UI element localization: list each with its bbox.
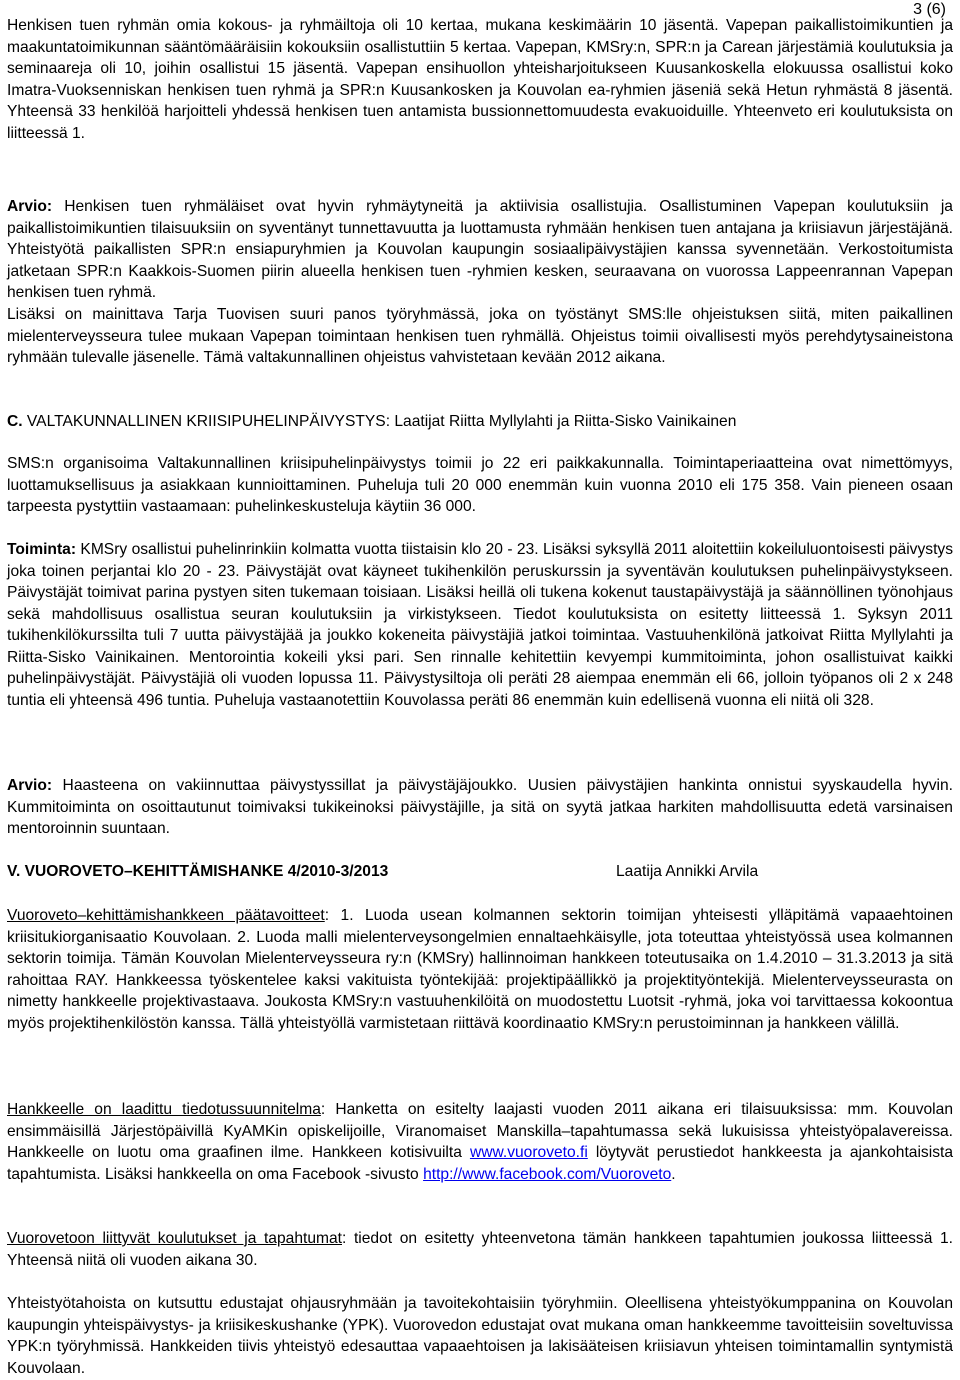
- info-label: Hankkeelle on laadittu tiedotussuunnitelma: [7, 1101, 321, 1118]
- toiminta-text: KMSry osallistui puhelinrinkiin kolmatta vuotta tiistaisin klo 20 - 23. Lisäksi syksyllä 2011 aloitettiin kokeiluluontoisesti päivystys joka toinen perjantai klo 20 - 23. Päivystäjät ovat käyneet tukihenkilön peruskurssin ja syventävän koulutuksen puhelinpäivystykseen. Päivystäjät toimivat parina pystyen siten tukemaan toisiaan. Lisäksi heillä oli tukena kokenut taustapäivystäjä ja säännöllinen työnohjaus sekä mahdollisuus osallistua seuran koulutuksiin ja virkistykseen. Tiedot koulutuksista on esitetty liitteessä 1. Syksyn 2011 tukihenkilökurssilta tuli 7 uutta päivystäjää ja joukko kokeneita päivystäjiä jatkoi toimintaa. Vastuuhenkilönä jatkoivat Riitta Myllylahti ja Riitta-Sisko Vainikainen. Mentorointia kokeili yksi pari. Sen rinnalle kehitettiin kevyempi kummitoiminta, johon osallistuivat kaikki puhelinpäivystäjät. Päivystäjiä oli vuoden lopussa 11. Päivystysiltoja oli peräti 28 aiempaa enemmän eli 66, jolloin työpanos oli 2 x 248 tuntia eli yhteensä 496 tuntia. Puheluja vastaanotettiin Kouvolassa peräti 86 enemmän kuin edellisenä vuonna eli niitä oli 328.: [7, 541, 953, 709]
- arvio-text: Henkisen tuen ryhmäläiset ovat hyvin ryhmäytyneitä ja aktiivisia osallistujia. Osallistuminen Vapepan koulutuksiin ja paikallistoimikuntien tilaisuuksiin on syventänyt tunnettavuutta ja luottamusta ryhmään henkisen tuen antajana ja kriisiavun järjestäjänä. Yhteistyötä paikallisten SPR:n ensiapuryhmien ja Kouvolan kaupungin sosiaalipäivystäjien kanssa syvennetään. Verkostoitumista jatketaan SPR:n Kaakkois-Suomen piirin alueella henkisen tuen -ryhmien kesken, seuraavana on vuorossa Lappeenrannan Vapepan henkisen tuen ryhmä.: [7, 198, 953, 301]
- goals-text: : 1. Luoda usean kolmannen sektorin toimijan yhteisesti ylläpitämä vapaaehtoinen kriisitukiorganisaatio Kouvolaan. 2. Luoda malli mielenterveysongelmien ennaltaehkäisylle, jota toteuttaa yhteistyössä usea kolmannen sektorin toimija. Tämän Kouvolan Mielenterveysseura ry:n (KMSry) hallinnoiman hankkeen toteutusaika on 1.4.2010 – 31.3.2013 ja sitä rahoittaa RAY. Hankkeessa työskentelee kaksi vakituista työntekijää: projektipäällikkö ja projektityöntekijä. Mielenterveysseurasta on nimetty hankkeelle projektivastaava. Joukosta KMSry:n vastuuhenkilöitä on muodostettu Luotsit -ryhmä, joka voi tarvittaessa kokoontua myös projektihenkilöstön kanssa. Tällä yhteistyöllä varmistetaan riittävä koordinaatio KMSry:n perustoiminnan ja hankkeen välillä.: [7, 907, 953, 1032]
- training-label: Vuorovetoon liittyvät koulutukset ja tapahtumat: [7, 1230, 342, 1247]
- info-text-a: : Hanketta on esitelty laajasti vuoden 2011 aikana eri tilaisuuksissa: mm. Kouvolan ensimmäisillä Järjestöpäivillä KyAMKin opiskelijoille, Viranomaiset Manskilla–tapahtumassa sekä lukuisissa yhteistyöpalavereissa. Hankkeelle on luotu oma graafinen ilme. Hankkeen kotisivuilta: [7, 1101, 953, 1161]
- training-text: : tiedot on esitetty yhteenvetona tämän hankkeen tapahtumien joukossa liitteessä 1. Yhteensä niitä oli vuoden aikana 30.: [7, 1230, 953, 1269]
- sms-paragraph: SMS:n organisoima Valtakunnallinen kriisipuhelinpäivystys toimii jo 22 eri paikkakunnalla. Toimintaperiaatteina ovat nimettömyys, luottamuksellisuus ja asiakkaan kunnioittaminen. Puheluja tuli 20 000 enemmän kuin vuonna 2010 eli 175 358. Vain pieneen osaan tarpeesta pystyttiin vastaamaan: puhelinkeskusteluja käytiin 36 000.: [7, 455, 953, 515]
- section-c-title: VALTAKUNNALLINEN KRIISIPUHELINPÄIVYSTYS: Laatijat Riitta Myllylahti ja Riitta-Sisko Vainikainen: [22, 413, 737, 430]
- goals-label: Vuoroveto–kehittämishankkeen päätavoitteet: [7, 907, 325, 924]
- cooperation-paragraph: Yhteistyötahoista on kutsuttu edustajat ohjausryhmään ja tavoitekohtaisiin työryhmiin. Oleellisena yhteistyökumppanina on Kouvolan kaupungin yhteispäivystys- ja kriisikeskushanke (YPK). Vuorovedon edustajat ovat mukana oman hankkeemme tavoitteisiin soveltuvissa YPK:n työryhmissä. Hankkeiden tiivis yhteistyö edesauttaa vapaaehtoisen ja lakisääteisen kriisiavun yhteisen toimintamallin syntymistä Kouvolaan.: [7, 1295, 953, 1377]
- arvio-label-2: Arvio:: [7, 777, 53, 794]
- section-v-heading: [7, 861, 953, 883]
- facebook-link[interactable]: http://www.facebook.com/Vuoroveto: [423, 1165, 672, 1183]
- info-text-b: löytyvät perustiedot hankkeesta ja ajankohtaisista tapahtumista. Lisäksi hankkeella on oma Facebook -sivusto: [7, 1144, 954, 1183]
- arvio-paragraph-1: [7, 196, 953, 304]
- section-v-title: V. VUOROVETO–KEHITTÄMISHANKE 4/2010-3/2013: [7, 863, 389, 880]
- info-text-c: .: [671, 1165, 676, 1183]
- training-paragraph: [7, 1228, 953, 1271]
- toiminta-paragraph: [7, 539, 953, 711]
- arvio-paragraph-1-continued: Lisäksi on mainittava Tarja Tuovisen suuri panos työryhmässä, joka on työstänyt SMS:lle ohjeistuksen siitä, miten paikallinen mielenterveysseura tulee mukaan Vapepan toimintaan henkisen tuen ryhmällä. Ohjeistus toimii oivallisesti myös perehdytysaineistona ryhmään tulevalle jäsenelle. Tämä valtakunnallinen ohjeistus vahvistetaan kevään 2012 aikana.: [7, 306, 953, 366]
- goals-paragraph: [7, 905, 953, 1034]
- toiminta-label: Toiminta:: [7, 541, 77, 558]
- section-v-author: Laatija Annikki Arvila: [616, 863, 759, 880]
- intro-paragraph: Henkisen tuen ryhmän omia kokous- ja ryhmäiltoja oli 10 kertaa, mukana keskimäärin 10 jäsentä. Vapepan paikallistoimikuntien ja maakuntatoimikunnan sääntömääräisiin kokouksiin osallistuttiin 5 kertaa. Vapepan, KMSry:n, SPR:n ja Carean järjestämiä koulutuksia ja seminaareja oli 10, joihin osallistui 15 jäsentä. Vapepan ensihuollon yhteisharjoitukseen Kuusankoskella elokuussa osallistui koko Imatra-Vuoksenniskan henkisen tuen ryhmä ja SPR:n Kuusankosken ja Kouvolan ea-ryhmien jäseniä sekä Hetun ryhmästä 8 jäsentä. Yhteensä 33 henkilöä harjoitteli yhdessä henkisen tuen antamista bussionnettomuudesta evakuoiduille. Yhteenveto eri koulutuksista on liitteessä 1.: [7, 17, 953, 142]
- arvio-text-2: Haasteena on vakiinnuttaa päivystyssillat ja päivystäjäjoukko. Uusien päivystäjien hankinta onnistui syyskaudella hyvin. Kummitoiminta on osoittautunut toimivaksi tukikeinoksi päivystäjille, ja sitä on syytä jatkaa harkiten mahdollisuutta edetä varsinaisen mentoroinnin suuntaan.: [7, 777, 953, 837]
- section-c-prefix: C.: [7, 413, 23, 430]
- vuoroveto-website-link[interactable]: www.vuoroveto.fi: [469, 1144, 588, 1161]
- info-paragraph: [7, 1099, 953, 1185]
- arvio-paragraph-2: [7, 775, 953, 840]
- section-c-heading: [7, 411, 953, 433]
- arvio-label: Arvio:: [7, 198, 53, 215]
- page-number: 3 (6): [913, 1, 946, 18]
